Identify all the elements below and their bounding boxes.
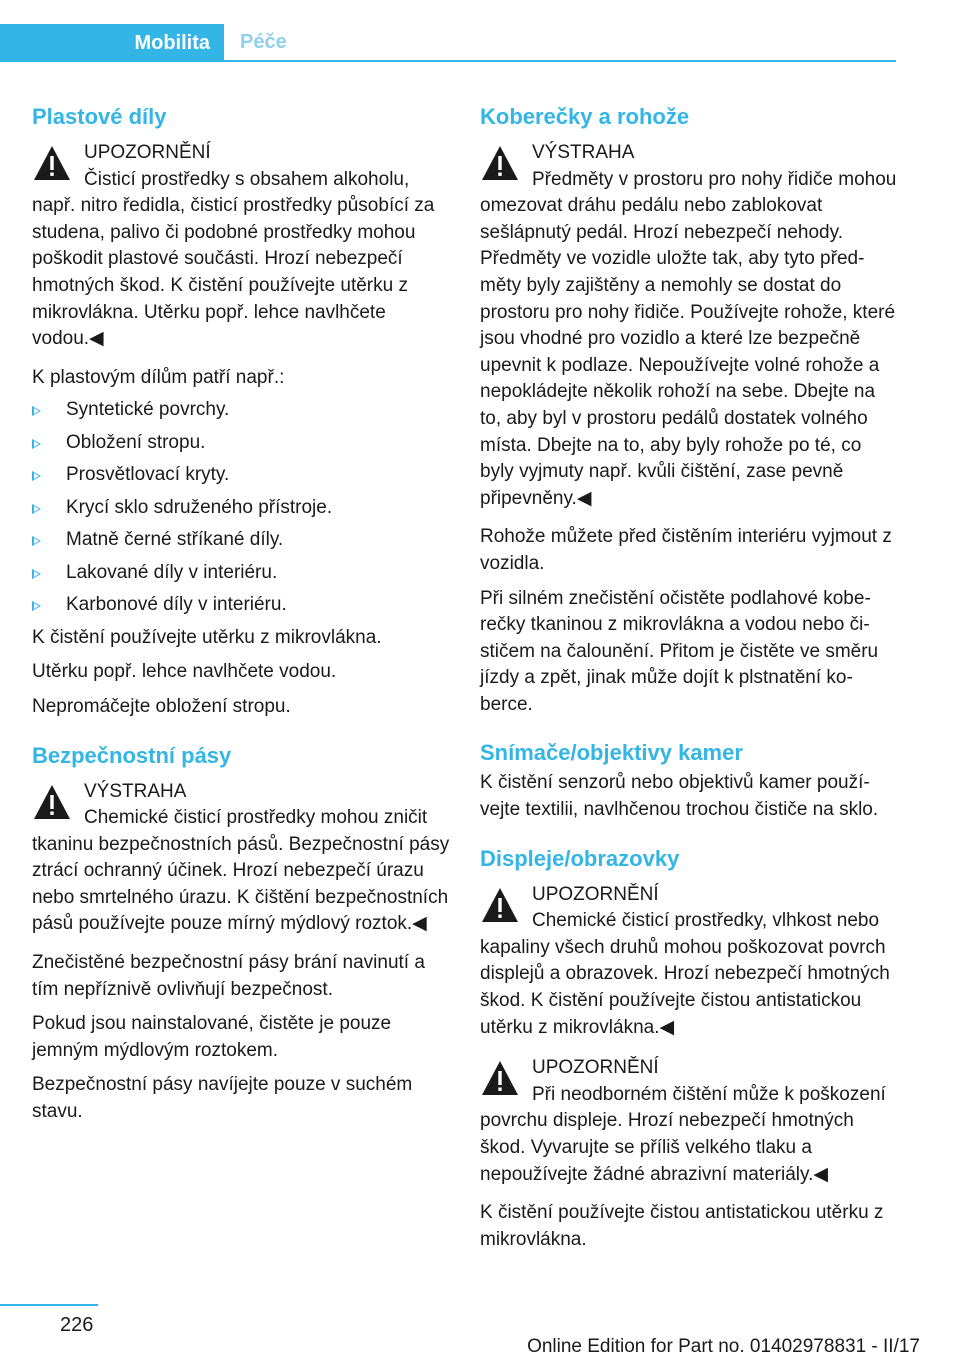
page-number: 226	[60, 1314, 94, 1336]
section-heading-plastove-dily: Plastové díly	[32, 104, 167, 129]
paragraph: K čistění používejte čistou antistatickou utěrku z mikrovlákna.	[480, 1202, 884, 1250]
paragraph: K čistění senzorů nebo objektivů kamer používejte textilii, navlhčenou trochou čističe na sklo.	[480, 772, 879, 821]
warning-triangle-icon	[480, 1059, 520, 1099]
warning-text: Chemické čisticí prostředky mohou zničit tkaninu bezpečnostních pásů. Bezpečnostní pásy ztrácí ochranný účinek. Hrozí nebezpečí úrazu nebo smrtelného úrazu. K čištění bezpečnostních pásů používejte pouze mírný mýdlový roztok.◀	[32, 807, 450, 935]
right-column	[480, 100, 898, 1253]
tab-mobilita[interactable]	[0, 24, 224, 62]
warning-block	[480, 140, 898, 512]
bullet-triangle-icon	[32, 536, 41, 546]
warning-text: Chemické čisticí prostředky, vlhkost nebo kapaliny všech druhů mohou poškozovat povrch displejů a obrazovek. Hrozí nebezpečí hmotných škod. K čistění používejte čistou antistatickou utěrku z mikrovlákna.◀	[480, 910, 890, 1038]
warning-title: UPOZORNĚNÍ	[532, 883, 659, 905]
bullet-list	[32, 397, 450, 619]
section-heading-displeje: Displeje/obrazovky	[480, 845, 680, 871]
section-heading-snimace: Snímače/objektivy kamer	[480, 740, 743, 766]
bullet-triangle-icon	[32, 406, 41, 416]
left-column	[32, 100, 450, 1126]
warning-title: UPOZORNĚNÍ	[532, 1057, 659, 1079]
warning-triangle-icon	[480, 886, 520, 926]
list-item: Syntetické povrchy.	[32, 397, 450, 424]
paragraph: Utěrku popř. lehce navlhčete vodou.	[32, 661, 337, 683]
paragraph: Nepromáčejte obložení stropu.	[32, 695, 291, 717]
warning-triangle-icon	[32, 783, 72, 823]
edition-footer: Online Edition for Part no. 01402978831 - II/17	[527, 1336, 920, 1357]
section-heading-koberecky: Koberečky a rohože	[480, 104, 690, 129]
list-item: Lakované díly v interiéru.	[32, 560, 450, 587]
bullet-triangle-icon	[32, 601, 41, 611]
warning-block	[480, 882, 898, 1042]
paragraph: Znečistěné bezpečnostní pásy brání navinutí a tím nepříznivě ovlivňují bezpečnost.	[32, 952, 425, 1000]
tab-mobilita-label: Mobilita	[134, 31, 210, 54]
warning-block	[480, 1055, 898, 1188]
bullet-triangle-icon	[32, 569, 41, 579]
warning-block	[32, 779, 450, 939]
paragraph: Při silném znečistění očistěte podlahové koberečky tkaninou z mikrovlákna a vodou nebo čističem na čalounění. Přitom je čistěte ve směru jízdy a zpět, jinak může dojít k plstnatění koberce.	[480, 587, 879, 715]
warning-block	[32, 140, 450, 353]
warning-text: Předměty v prostoru pro nohy řidiče mohou omezovat dráhu pedálu nebo zablokovat sešlápnutý pedál. Hrozí nebezpečí nehody. Předměty ve vozidle uložte tak, aby tyto předměty byly zajištěny a nemohly se dostat do prostoru pro nohy řidiče. Používejte rohože, které jsou vhodné pro vozidlo a které lze bezpečně upevnit k podlaze. Nepoužívejte volné rohože a nepokládejte několik rohoží na sebe. Dbejte na to, aby byl v prostoru pedálů dostatek volného místa. Dbejte na to, aby byly rohože po té, co byly vyjmuty např. kvůli čištění, zase pevně připevněny.◀	[480, 168, 897, 509]
warning-triangle-icon	[32, 144, 72, 184]
warning-title: VÝSTRAHA	[532, 142, 635, 163]
list-item: Karbonové díly v interiéru.	[32, 592, 450, 619]
bullet-triangle-icon	[32, 471, 41, 481]
warning-triangle-icon	[480, 144, 520, 184]
list-item: Krycí sklo sdruženého přístroje.	[32, 495, 450, 522]
list-item: Matně černé stříkané díly.	[32, 527, 450, 554]
paragraph: K plastovým dílům patří např.:	[32, 366, 285, 388]
tab-pece-label: Péče	[240, 30, 287, 53]
list-item: Obložení stropu.	[32, 430, 450, 457]
bullet-triangle-icon	[32, 504, 41, 514]
paragraph: Bezpečnostní pásy navíjejte pouze v suchém stavu.	[32, 1074, 413, 1123]
list-item: Prosvětlovací kryty.	[32, 462, 450, 489]
warning-text: Čisticí prostředky s obsahem alkoholu, např. nitro ředidla, čisticí prostředky působící za studena, palivo či podobné prostředky mohou poškodit plastové součásti. Hrozí nebezpečí hmotných škod. K čistění používejte utěrku z mikrovlákna. Utěrku popř. lehce navlhčete vodou.◀	[32, 168, 435, 350]
paragraph: Pokud jsou nainstalované, čistěte je pouze jemným mýdlovým roztokem.	[32, 1013, 392, 1061]
warning-title: UPOZORNĚNÍ	[84, 142, 211, 163]
warning-title: VÝSTRAHA	[84, 780, 187, 802]
paragraph: K čistění používejte utěrku z mikrovlákna.	[32, 626, 382, 648]
section-heading-bezpecnostni-pasy: Bezpečnostní pásy	[32, 742, 232, 768]
warning-text: Při neodborném čištění může k poškození povrchu displeje. Hrozí nebezpečí hmotných škod. Vyvarujte se příliš velkého tlaku a nepoužívejte žádné abrazivní materiály.◀	[480, 1083, 886, 1185]
page-number-rule	[0, 1304, 98, 1306]
bullet-triangle-icon	[32, 439, 41, 449]
tab-pece[interactable]	[224, 24, 896, 62]
paragraph: Rohože můžete před čistěním interiéru vyjmout z vozidla.	[480, 526, 892, 574]
